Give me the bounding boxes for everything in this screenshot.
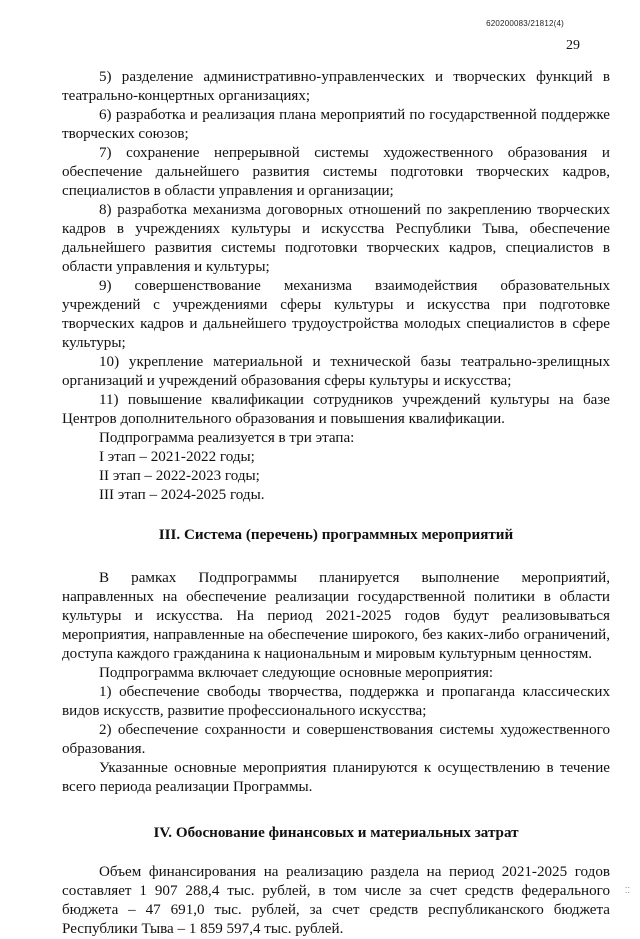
section-4-heading: IV. Обоснование финансовых и материальных затрат bbox=[153, 825, 519, 841]
section-3-paragraph: Подпрограмма включает следующие основные мероприятия: bbox=[99, 665, 494, 681]
list-item: 7) сохранение непрерывной системы художественного образования и обеспечение дальнейшего развития системы подготовки творческих кадров, специалистов в области управления и организации; bbox=[62, 145, 610, 199]
list-item: 5) разделение административно-управленческих и творческих функций в театрально-концертных организациях; bbox=[62, 69, 610, 104]
page-content bbox=[62, 68, 610, 939]
section-3-paragraph: В рамках Подпрограммы планируется выполнение мероприятий, направленных на обеспечение реализации государственной политики в области культуры и искусства. На период 2021-2025 годов будут реализовываться мероприятия, направленные на обеспечение широкого, без каких-либо ограничений, доступа каждого гражданина к национальным и мировым культурным ценностям. bbox=[62, 570, 610, 662]
section-3-list-item: 2) обеспечение сохранности и совершенствования системы художественного образования. bbox=[62, 722, 610, 757]
list-item: 6) разработка и реализация плана мероприятий по государственной поддержке творческих союзов; bbox=[62, 107, 610, 142]
list-item: 10) укрепление материальной и технической базы театрально-зрелищных организаций и учреждений образования сферы культуры и искусства; bbox=[62, 354, 610, 389]
list-item: 9) совершенствование механизма взаимодействия образовательных учреждений с учреждениями сферы культуры и искусства при подготовке творческих кадров и дальнейшего трудоустройства молодых специалистов в сфере культуры; bbox=[62, 278, 610, 351]
stage-item: III этап – 2024-2025 годы. bbox=[99, 487, 265, 503]
document-code: 620200083/21812(4) bbox=[486, 19, 564, 28]
stages-intro: Подпрограмма реализуется в три этапа: bbox=[99, 430, 355, 446]
stage-item: II этап – 2022-2023 годы; bbox=[99, 468, 260, 484]
section-3-paragraph: Указанные основные мероприятия планируются к осуществлению в течение всего периода реализации Программы. bbox=[62, 760, 610, 795]
stage-item: I этап – 2021-2022 годы; bbox=[99, 449, 255, 465]
section-4-paragraph: Объем финансирования на реализацию раздела на период 2021-2025 годов составляет 1 907 288,4 тыс. рублей, в том числе за счет средств федерального бюджета – 47 691,0 тыс. рублей, за счет средств республиканского бюджета Республики Тыва – 1 859 597,4 тыс. рублей. bbox=[62, 864, 610, 937]
section-3-heading: III. Система (перечень) программных мероприятий bbox=[158, 527, 514, 543]
list-item: 8) разработка механизма договорных отношений по закреплению творческих кадров в учреждениях культуры и искусства Республики Тыва, обеспечение дальнейшего развития системы подготовки творческих кадров, специалистов в области управления и культуры; bbox=[62, 202, 610, 275]
page-number: 29 bbox=[566, 38, 580, 53]
section-3-list-item: 1) обеспечение свободы творчества, поддержка и пропаганда классических видов искусств, развитие профессионального искусства; bbox=[62, 684, 610, 719]
scan-mark: ⁚⁚ bbox=[624, 886, 630, 895]
list-item: 11) повышение квалификации сотрудников учреждений культуры на базе Центров дополнительного образования и повышения квалификации. bbox=[62, 392, 610, 427]
